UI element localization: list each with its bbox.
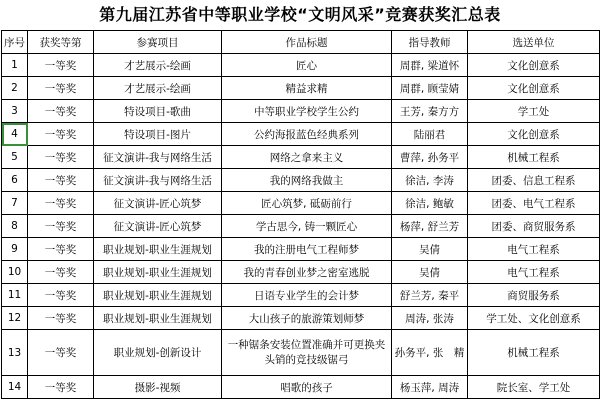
cell-unit[interactable]: 团委、电气工程系 xyxy=(468,192,600,215)
cell-work[interactable]: 精益求精 xyxy=(222,77,392,100)
cell-award[interactable]: 一等奖 xyxy=(28,307,94,330)
cell-unit[interactable]: 机械工程系 xyxy=(468,146,600,169)
cell-unit[interactable]: 团委、商贸服务系 xyxy=(468,215,600,238)
cell-index[interactable]: 1 xyxy=(2,54,28,77)
cell-work[interactable]: 一种锯条安装位置准确并可更换夹头销的竞技级锯弓 xyxy=(222,330,392,376)
cell-unit[interactable]: 文化创意系 xyxy=(468,54,600,77)
cell-teacher[interactable]: 舒兰芳, 秦平 xyxy=(392,284,468,307)
cell-award[interactable]: 一等奖 xyxy=(28,330,94,376)
cell-award[interactable]: 一等奖 xyxy=(28,169,94,192)
cell-unit[interactable]: 学工处 xyxy=(468,100,600,123)
cell-work[interactable]: 大山孩子的旅游策划师梦 xyxy=(222,307,392,330)
cell-teacher[interactable]: 周涛, 张涛 xyxy=(392,307,468,330)
cell-unit[interactable]: 文化创意系 xyxy=(468,77,600,100)
cell-index[interactable]: 11 xyxy=(2,284,28,307)
table-row[interactable] xyxy=(2,376,600,399)
cell-work[interactable]: 中等职业学校学生公约 xyxy=(222,100,392,123)
cell-award[interactable]: 一等奖 xyxy=(28,192,94,215)
cell-index[interactable]: 5 xyxy=(2,146,28,169)
sheet-title: 第九届江苏省中等职业学校“文明风采”竞赛获奖汇总表 xyxy=(99,5,501,24)
cell-index[interactable]: 2 xyxy=(2,77,28,100)
cell-unit[interactable]: 商贸服务系 xyxy=(468,284,600,307)
cell-project[interactable]: 特设项目-图片 xyxy=(94,123,222,146)
table-row[interactable] xyxy=(2,215,600,238)
col-header-unit[interactable]: 选送单位 xyxy=(468,31,600,54)
cell-award[interactable]: 一等奖 xyxy=(28,100,94,123)
cell-award[interactable]: 一等奖 xyxy=(28,123,94,146)
col-header-teacher[interactable]: 指导教师 xyxy=(392,31,468,54)
header-row xyxy=(2,31,600,54)
table-row[interactable] xyxy=(2,77,600,100)
cell-award[interactable]: 一等奖 xyxy=(28,146,94,169)
cell-award[interactable]: 一等奖 xyxy=(28,77,94,100)
cell-award[interactable]: 一等奖 xyxy=(28,284,94,307)
awards-table xyxy=(1,30,600,399)
cell-project[interactable]: 征文演讲-匠心筑梦 xyxy=(94,215,222,238)
cell-teacher[interactable]: 周群, 梁道怀 xyxy=(392,54,468,77)
cell-teacher[interactable]: 杨玉萍, 周涛 xyxy=(392,376,468,399)
table-row[interactable] xyxy=(2,169,600,192)
cell-index[interactable]: 9 xyxy=(2,238,28,261)
cell-index[interactable]: 7 xyxy=(2,192,28,215)
cell-work[interactable]: 公约海报蓝色经典系列 xyxy=(222,123,392,146)
cell-index[interactable]: 12 xyxy=(2,307,28,330)
table-row[interactable] xyxy=(2,192,600,215)
cell-teacher[interactable]: 杨萍, 舒兰芳 xyxy=(392,215,468,238)
cell-unit[interactable]: 团委、信息工程系 xyxy=(468,169,600,192)
cell-unit[interactable]: 电气工程系 xyxy=(468,261,600,284)
cell-unit[interactable]: 文化创意系 xyxy=(468,123,600,146)
table-row[interactable] xyxy=(2,123,600,146)
cell-project[interactable]: 职业规划-创新设计 xyxy=(94,330,222,376)
table-row[interactable] xyxy=(2,330,600,376)
cell-project[interactable]: 征文演讲-我与网络生活 xyxy=(94,146,222,169)
table-row[interactable] xyxy=(2,54,600,77)
cell-award[interactable]: 一等奖 xyxy=(28,238,94,261)
cell-unit[interactable]: 学工处、文化创意系 xyxy=(468,307,600,330)
table-body xyxy=(2,54,600,399)
cell-teacher[interactable]: 徐洁, 李涛 xyxy=(392,169,468,192)
cell-work[interactable]: 匠心 xyxy=(222,54,392,77)
cell-award[interactable]: 一等奖 xyxy=(28,261,94,284)
cell-project[interactable]: 征文演讲-我与网络生活 xyxy=(94,169,222,192)
cell-teacher[interactable]: 吴倩 xyxy=(392,261,468,284)
cell-work[interactable]: 我的网络我做主 xyxy=(222,169,392,192)
cell-index[interactable]: 8 xyxy=(2,215,28,238)
table-row[interactable] xyxy=(2,238,600,261)
cell-teacher[interactable]: 徐洁, 鲍敏 xyxy=(392,192,468,215)
cell-award[interactable]: 一等奖 xyxy=(28,376,94,399)
cell-index[interactable]: 3 xyxy=(2,100,28,123)
cell-teacher[interactable]: 陆丽君 xyxy=(392,123,468,146)
cell-project[interactable]: 职业规划-职业生涯规划 xyxy=(94,307,222,330)
col-header-award[interactable]: 获奖等第 xyxy=(28,31,94,54)
cell-project[interactable]: 职业规划-职业生涯规划 xyxy=(94,238,222,261)
cell-work[interactable]: 网络之拿来主义 xyxy=(222,146,392,169)
cell-project[interactable]: 特设项目-歌曲 xyxy=(94,100,222,123)
cell-work[interactable]: 唱歌的孩子 xyxy=(222,376,392,399)
cell-index[interactable]: 4 xyxy=(2,123,28,146)
table-row[interactable] xyxy=(2,284,600,307)
cell-project[interactable]: 职业规划-职业生涯规划 xyxy=(94,261,222,284)
cell-project[interactable]: 才艺展示-绘画 xyxy=(94,77,222,100)
cell-project[interactable]: 职业规划-职业生涯规划 xyxy=(94,284,222,307)
table-row[interactable] xyxy=(2,307,600,330)
cell-teacher[interactable]: 王芳, 秦方方 xyxy=(392,100,468,123)
cell-teacher[interactable]: 曹萍, 孙务平 xyxy=(392,146,468,169)
cell-work[interactable]: 我的青春创业梦之密室逃脱 xyxy=(222,261,392,284)
cell-teacher[interactable]: 吴倩 xyxy=(392,238,468,261)
cell-project[interactable]: 征文演讲-匠心筑梦 xyxy=(94,192,222,215)
cell-unit[interactable]: 电气工程系 xyxy=(468,238,600,261)
cell-project[interactable]: 才艺展示-绘画 xyxy=(94,54,222,77)
cell-work[interactable]: 日语专业学生的会计梦 xyxy=(222,284,392,307)
cell-work[interactable]: 我的注册电气工程师梦 xyxy=(222,238,392,261)
cell-unit[interactable]: 院长室、学工处 xyxy=(468,376,600,399)
cell-work[interactable]: 匠心筑梦, 砥砺前行 xyxy=(222,192,392,215)
col-header-work[interactable]: 作品标题 xyxy=(222,31,392,54)
cell-index[interactable]: 10 xyxy=(2,261,28,284)
cell-award[interactable]: 一等奖 xyxy=(28,215,94,238)
cell-work[interactable]: 学古思今, 铸一颗匠心 xyxy=(222,215,392,238)
cell-teacher[interactable]: 孙务平, 张 精 xyxy=(392,330,468,376)
cell-index[interactable]: 6 xyxy=(2,169,28,192)
cell-teacher[interactable]: 周群, 顾莹婧 xyxy=(392,77,468,100)
cell-index[interactable]: 13 xyxy=(2,330,28,376)
col-header-index[interactable]: 序号 xyxy=(2,31,28,54)
col-header-project[interactable]: 参赛项目 xyxy=(94,31,222,54)
cell-unit[interactable]: 机械工程系 xyxy=(468,330,600,376)
cell-index[interactable]: 14 xyxy=(2,376,28,399)
cell-project[interactable]: 摄影-视频 xyxy=(94,376,222,399)
table-row[interactable] xyxy=(2,146,600,169)
table-row[interactable] xyxy=(2,261,600,284)
cell-award[interactable]: 一等奖 xyxy=(28,54,94,77)
table-row[interactable] xyxy=(2,100,600,123)
